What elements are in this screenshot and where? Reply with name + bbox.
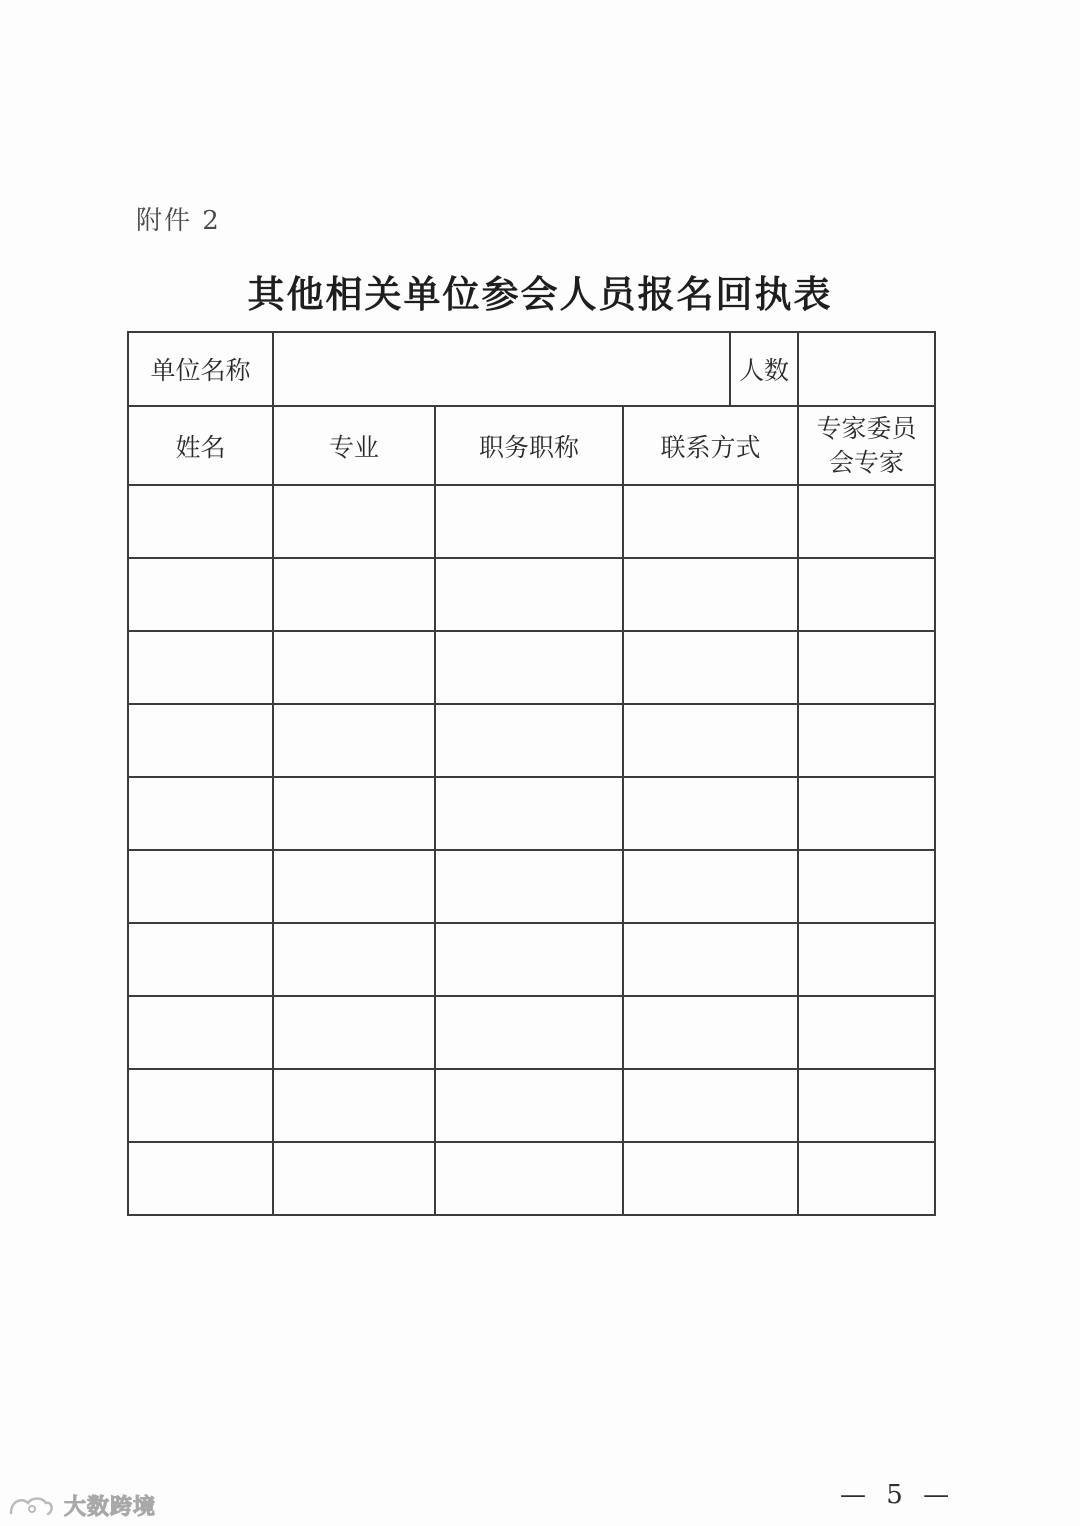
column-header-position-title: 职务职称 — [435, 406, 623, 485]
name-cell[interactable] — [128, 704, 273, 777]
name-cell[interactable] — [128, 631, 273, 704]
position-title-cell[interactable] — [435, 485, 623, 558]
column-header-expert-line2: 会专家 — [829, 447, 905, 477]
column-header-expert-line1: 专家委员 — [816, 413, 917, 443]
name-cell[interactable] — [128, 777, 273, 850]
position-title-cell[interactable] — [435, 777, 623, 850]
table-row — [128, 485, 935, 558]
expert-cell[interactable] — [798, 850, 935, 923]
contact-cell[interactable] — [623, 704, 798, 777]
major-cell[interactable] — [273, 777, 435, 850]
name-cell[interactable] — [128, 996, 273, 1069]
column-header-name: 姓名 — [128, 406, 273, 485]
watermark-text: 大数跨境 — [64, 1495, 157, 1520]
contact-cell[interactable] — [623, 485, 798, 558]
contact-cell[interactable] — [623, 850, 798, 923]
unit-row — [128, 332, 935, 406]
contact-cell[interactable] — [623, 996, 798, 1069]
contact-cell[interactable] — [623, 558, 798, 631]
contact-cell[interactable] — [623, 923, 798, 996]
position-title-cell[interactable] — [435, 631, 623, 704]
expert-cell[interactable] — [798, 558, 935, 631]
expert-cell[interactable] — [798, 631, 935, 704]
expert-cell[interactable] — [798, 704, 935, 777]
major-cell[interactable] — [273, 631, 435, 704]
page-title: 其他相关单位参会人员报名回执表 — [247, 273, 833, 316]
expert-cell[interactable] — [798, 1069, 935, 1142]
name-cell[interactable] — [128, 1142, 273, 1215]
data-rows — [128, 485, 935, 1215]
name-cell[interactable] — [128, 923, 273, 996]
expert-cell[interactable] — [798, 923, 935, 996]
table-row — [128, 631, 935, 704]
column-header-contact: 联系方式 — [623, 406, 798, 485]
registration-form-table — [127, 331, 936, 1216]
contact-cell[interactable] — [623, 1069, 798, 1142]
expert-cell[interactable] — [798, 485, 935, 558]
headcount-field[interactable] — [798, 332, 935, 406]
expert-cell[interactable] — [798, 777, 935, 850]
column-header-expert — [798, 406, 935, 485]
expert-cell[interactable] — [798, 1142, 935, 1215]
table-row — [128, 1069, 935, 1142]
headcount-label: 人数 — [730, 332, 798, 406]
contact-cell[interactable] — [623, 631, 798, 704]
major-cell[interactable] — [273, 923, 435, 996]
position-title-cell[interactable] — [435, 996, 623, 1069]
major-cell[interactable] — [273, 1069, 435, 1142]
position-title-cell[interactable] — [435, 1069, 623, 1142]
contact-cell[interactable] — [623, 777, 798, 850]
name-cell[interactable] — [128, 850, 273, 923]
table-row — [128, 777, 935, 850]
position-title-cell[interactable] — [435, 850, 623, 923]
attachment-label: 附件 2 — [136, 206, 221, 236]
unit-name-field[interactable] — [273, 332, 730, 406]
position-title-cell[interactable] — [435, 558, 623, 631]
position-title-cell[interactable] — [435, 923, 623, 996]
position-title-cell[interactable] — [435, 1142, 623, 1215]
table-row — [128, 1142, 935, 1215]
major-cell[interactable] — [273, 704, 435, 777]
contact-cell[interactable] — [623, 1142, 798, 1215]
column-header-major: 专业 — [273, 406, 435, 485]
expert-cell[interactable] — [798, 996, 935, 1069]
table-row — [128, 923, 935, 996]
name-cell[interactable] — [128, 558, 273, 631]
major-cell[interactable] — [273, 850, 435, 923]
header-row — [128, 406, 935, 485]
table-row — [128, 850, 935, 923]
table-row — [128, 704, 935, 777]
watermark-logo-icon — [8, 1493, 56, 1519]
name-cell[interactable] — [128, 485, 273, 558]
table-row — [128, 996, 935, 1069]
page-number: — 5 — — [840, 1480, 956, 1510]
major-cell[interactable] — [273, 996, 435, 1069]
watermark — [8, 1490, 156, 1521]
name-cell[interactable] — [128, 1069, 273, 1142]
major-cell[interactable] — [273, 1142, 435, 1215]
major-cell[interactable] — [273, 485, 435, 558]
unit-name-label: 单位名称 — [128, 332, 273, 406]
major-cell[interactable] — [273, 558, 435, 631]
position-title-cell[interactable] — [435, 704, 623, 777]
table-row — [128, 558, 935, 631]
